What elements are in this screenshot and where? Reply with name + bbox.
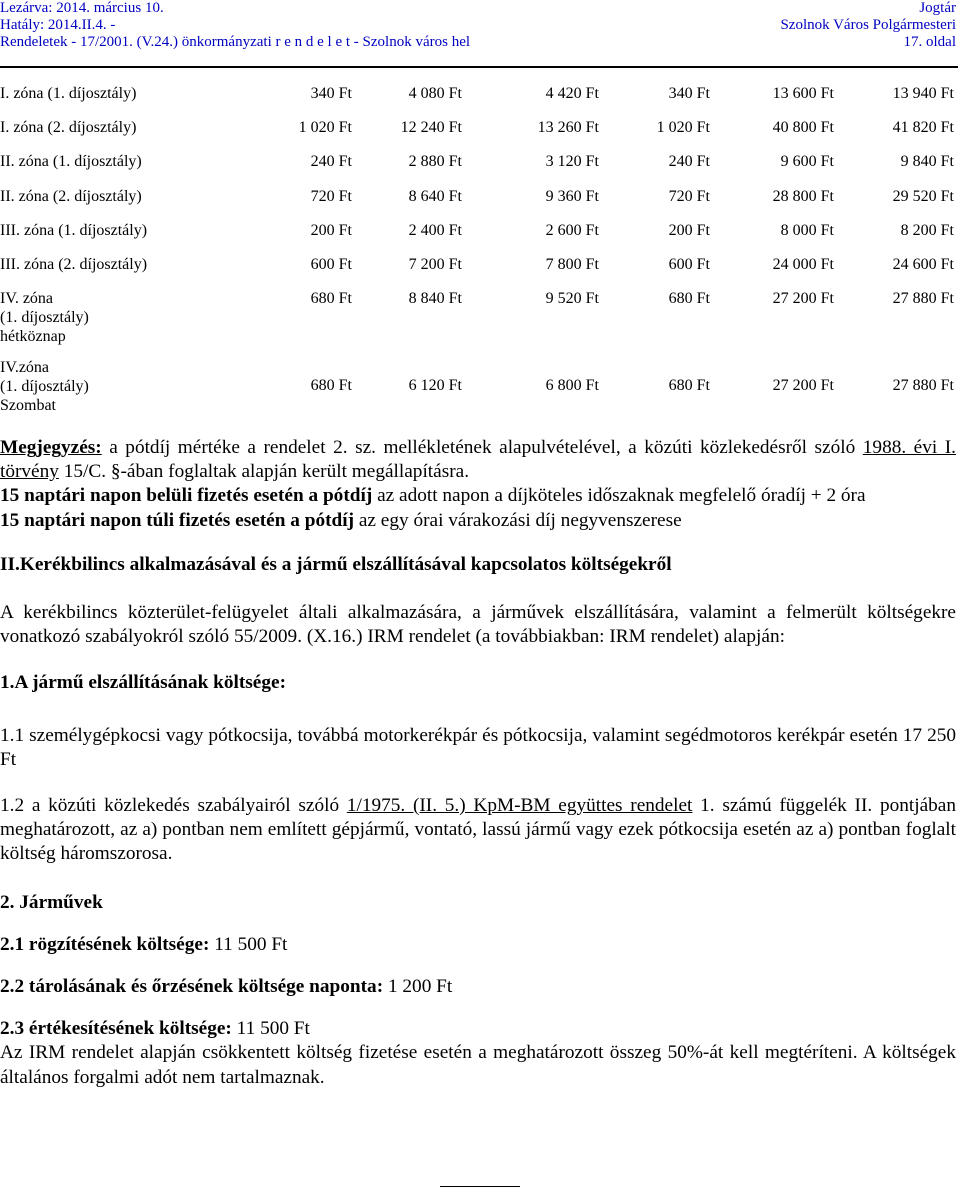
note-paragraph bbox=[0, 436, 956, 484]
surcharge-within-15-days bbox=[0, 484, 956, 508]
fee-row bbox=[0, 152, 954, 186]
fee-cell: 27 880 Ft bbox=[892, 377, 954, 395]
fee-row-label bbox=[0, 84, 230, 118]
fee-cell: 680 Ft bbox=[668, 290, 710, 308]
fee-cell: 27 200 Ft bbox=[772, 377, 834, 395]
fee-cell: 240 Ft bbox=[310, 153, 352, 171]
fee-table-body bbox=[0, 84, 954, 427]
fee-cell: 29 520 Ft bbox=[892, 187, 954, 205]
section-ii-title: II.Kerékbilincs alkalmazásával és a jármű elszállításával kapcsolatos költségekről bbox=[0, 553, 672, 575]
fee-cell: 720 Ft bbox=[310, 187, 352, 205]
header-right bbox=[780, 0, 956, 51]
law-link-1988[interactable]: 1988. évi I. törvény bbox=[0, 437, 956, 483]
fee-cell: 27 880 Ft bbox=[892, 290, 954, 308]
fee-cell: 600 Ft bbox=[310, 255, 352, 273]
fee-cell: 680 Ft bbox=[668, 377, 710, 395]
section-1-title: 1.A jármű elszállításának költsége: bbox=[0, 672, 286, 694]
note-label: Megjegyzés: bbox=[0, 437, 102, 458]
header-source: Jogtár bbox=[919, 0, 956, 16]
fee-row-label-line: IV. zóna bbox=[0, 290, 54, 308]
fee-cell: 27 200 Ft bbox=[772, 290, 834, 308]
item-1-2: 1.2 a közúti közlekedés szabályairól szóló 1/1975. (II. 5.) KpM-BM együttes rendelet 1. számú függelék II. pontjában meghatározott, az a) pontban nem említett gépjármű, vontató, lassú jármű vagy ezek pótkocsija esetén az a) pontban foglalt költség háromszorosa. bbox=[0, 795, 956, 865]
fee-cell: 340 Ft bbox=[310, 85, 352, 102]
intro-paragraph: A kerékbilincs közterület-felügyelet általi alkalmazására, a járművek elszállítására, valamint a felmerült költségekre vonatkozó szabályokról szóló 55/2009. (X.16.) IRM rendelet (a továbbiakban: IRM rendelet) alapján: bbox=[0, 602, 956, 648]
fee-row bbox=[0, 255, 954, 289]
fee-row-label bbox=[0, 289, 230, 358]
fee-cell: 340 Ft bbox=[668, 85, 710, 102]
fee-cell: 1 020 Ft bbox=[656, 119, 710, 137]
fee-row-label bbox=[0, 187, 230, 221]
fee-cell: 12 240 Ft bbox=[400, 119, 462, 137]
fee-cell: 4 420 Ft bbox=[545, 85, 599, 102]
fee-row-label-line: (1. díjosztály) bbox=[0, 378, 89, 396]
fee-table bbox=[0, 84, 954, 427]
fee-cell: 2 400 Ft bbox=[408, 221, 462, 239]
fee-cell: 24 600 Ft bbox=[892, 255, 954, 273]
fee-row-label-line: I. zóna (2. díjosztály) bbox=[0, 119, 137, 137]
fee-row-label-line: II. zóna (2. díjosztály) bbox=[0, 187, 142, 205]
fee-cell: 3 120 Ft bbox=[545, 153, 599, 171]
fee-row-label bbox=[0, 255, 230, 289]
fee-row-label bbox=[0, 118, 230, 152]
fee-cell: 40 800 Ft bbox=[772, 119, 834, 137]
fee-cell: 7 200 Ft bbox=[408, 255, 462, 273]
fee-row-label bbox=[0, 152, 230, 186]
surcharge-1-text: az adott napon a díjköteles időszaknak megfelelő óradíj + 2 óra bbox=[372, 485, 866, 507]
fee-row-label-line: III. zóna (1. díjosztály) bbox=[0, 221, 148, 239]
fee-cell: 28 800 Ft bbox=[772, 187, 834, 205]
header-page-number: 17. oldal bbox=[903, 34, 956, 50]
fee-row-label-line: Szombat bbox=[0, 397, 56, 415]
fee-row-label-line: hétköznap bbox=[0, 328, 66, 346]
header-divider bbox=[0, 66, 958, 68]
fee-cell: 9 360 Ft bbox=[545, 187, 599, 205]
fee-cell: 9 600 Ft bbox=[780, 153, 834, 171]
fee-cell: 6 800 Ft bbox=[545, 377, 599, 395]
fee-cell: 13 600 Ft bbox=[772, 85, 834, 102]
fee-cell: 9 520 Ft bbox=[545, 290, 599, 308]
header-left bbox=[0, 0, 470, 51]
fee-cell: 13 260 Ft bbox=[537, 119, 599, 137]
fee-cell: 240 Ft bbox=[668, 153, 710, 171]
law-link-1975[interactable]: 1/1975. (II. 5.) KpM-BM együttes rendelet bbox=[346, 795, 693, 817]
note-text-2: 15/C. §-ában foglaltak alapján került megállapításra. bbox=[58, 461, 470, 483]
header-regulation-title: Rendeletek - 17/2001. (V.24.) önkormányzati r e n d e l e t - Szolnok város hel bbox=[0, 34, 471, 50]
header-issuer: Szolnok Város Polgármesteri bbox=[780, 17, 956, 33]
fee-cell: 4 080 Ft bbox=[408, 85, 462, 102]
fee-cell: 720 Ft bbox=[668, 187, 710, 205]
header-closed-date: Lezárva: 2014. március 10. bbox=[0, 0, 164, 16]
fee-cell: 8 840 Ft bbox=[408, 290, 462, 308]
item-1-1: 1.1 személygépkocsi vagy pótkocsija, továbbá motorkerékpár és pótkocsija, valamint segédmotoros kerékpár esetén 17 250 Ft bbox=[0, 724, 956, 770]
fee-cell: 24 000 Ft bbox=[772, 255, 834, 273]
fee-cell: 200 Ft bbox=[310, 221, 352, 239]
fee-cell: 200 Ft bbox=[668, 221, 710, 239]
fee-row bbox=[0, 221, 954, 255]
fee-cell: 2 880 Ft bbox=[408, 153, 462, 171]
section-2-title: 2. Járművek bbox=[0, 891, 103, 913]
item-2-2: 2.2 tárolásának és őrzésének költsége naponta: 1 200 Ft bbox=[0, 976, 453, 998]
fee-row bbox=[0, 187, 954, 221]
fee-row bbox=[0, 84, 954, 118]
surcharge-beyond-15-days bbox=[0, 509, 956, 533]
fee-row bbox=[0, 118, 954, 152]
fee-row-label-line: I. zóna (1. díjosztály) bbox=[0, 85, 137, 102]
footnote-divider bbox=[440, 1186, 520, 1187]
fee-cell: 2 600 Ft bbox=[545, 221, 599, 239]
fee-row-label-line: II. zóna (1. díjosztály) bbox=[0, 153, 142, 171]
fee-cell: 7 800 Ft bbox=[545, 255, 599, 273]
fee-cell: 680 Ft bbox=[310, 290, 352, 308]
fee-row bbox=[0, 358, 954, 427]
fee-cell: 41 820 Ft bbox=[892, 119, 954, 137]
surcharge-1-bold: 15 naptári napon belüli fizetés esetén a pótdíj bbox=[0, 485, 373, 507]
fee-cell: 8 000 Ft bbox=[780, 221, 834, 239]
document-body bbox=[0, 436, 956, 1090]
fee-row-label-line: IV.zóna bbox=[0, 359, 50, 377]
fee-cell: 13 940 Ft bbox=[892, 85, 954, 102]
surcharge-2-text: az egy órai várakozási díj negyvenszerese bbox=[354, 509, 682, 531]
fee-row bbox=[0, 289, 954, 358]
fee-row-label-line: (1. díjosztály) bbox=[0, 309, 89, 327]
fee-cell: 8 640 Ft bbox=[408, 187, 462, 205]
closing-paragraph: Az IRM rendelet alapján csökkentett költség fizetése esetén a meghatározott összeg 50%-át kell megtéríteni. A költségek általános forgalmi adót nem tartalmaznak. bbox=[0, 1042, 956, 1088]
item-2-1: 2.1 rögzítésének költsége: 11 500 Ft bbox=[0, 933, 288, 955]
surcharge-2-bold: 15 naptári napon túli fizetés esetén a pótdíj bbox=[0, 509, 355, 531]
fee-row-label bbox=[0, 358, 230, 427]
header-effective-date: Hatály: 2014.II.4. - bbox=[0, 17, 116, 33]
item-2-3: 2.3 értékesítésének költsége: 11 500 Ft bbox=[0, 1018, 310, 1040]
fee-cell: 1 020 Ft bbox=[298, 119, 352, 137]
page-header bbox=[0, 0, 960, 70]
fee-row-label bbox=[0, 221, 230, 255]
fee-row-label-line: III. zóna (2. díjosztály) bbox=[0, 255, 148, 273]
fee-cell: 9 840 Ft bbox=[900, 153, 954, 171]
note-text-1: a pótdíj mértéke a rendelet 2. sz. mellékletének alapulvételével, a közúti közlekedésről szóló bbox=[101, 437, 863, 458]
fee-cell: 8 200 Ft bbox=[900, 221, 954, 239]
fee-cell: 680 Ft bbox=[310, 377, 352, 395]
fee-cell: 6 120 Ft bbox=[408, 377, 462, 395]
fee-cell: 600 Ft bbox=[668, 255, 710, 273]
